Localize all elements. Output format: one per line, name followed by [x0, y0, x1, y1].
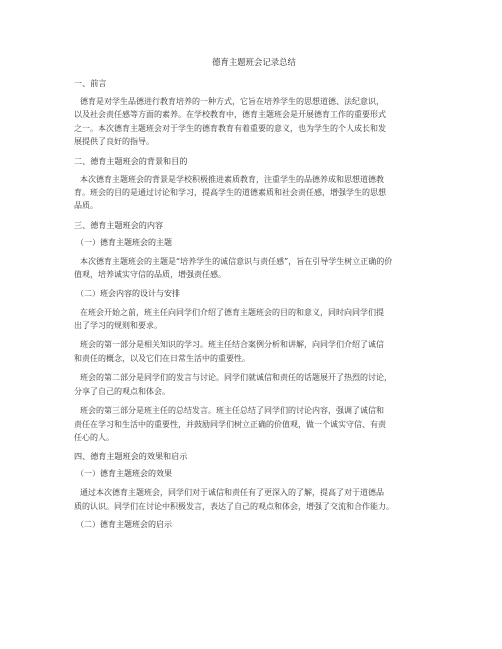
paragraph-line: 任心的人。 — [74, 432, 114, 442]
paragraph-line: 班会的第一部分是相关知识的学习。班主任结合案例分析和讲解，向同学们介绍了诚信 — [80, 340, 384, 350]
paragraph — [74, 306, 434, 333]
paragraph-line: 育。班会的目的是通过讨论和学习，提高学生的道德素质和社会责任感，增强学生的思想 — [74, 188, 386, 198]
paragraph-line: 德育是对学生品德进行教育培养的一种方式，它旨在培养学生的思想道德、法纪意识， — [80, 97, 384, 106]
paragraph — [74, 95, 434, 149]
paragraph-line: 和责任的概念，以及它们在日常生活中的重要性。 — [74, 353, 250, 363]
subsection-heading: （一）德育主题班会的效果 — [76, 469, 172, 479]
paragraph — [74, 173, 434, 213]
subsection-heading: （二）德育主题班会的启示 — [76, 520, 172, 530]
paragraph-line: 本次德育主题班会的背景是学校积极推进素质教育，注重学生的品德养成和思想道德教 — [80, 174, 384, 184]
section-heading: 一、前言 — [74, 78, 107, 88]
paragraph-line: 出了学习的规则和要求。 — [74, 321, 162, 331]
document-title: 德育主题班会记录总结 — [212, 57, 296, 67]
paragraph — [74, 486, 434, 513]
paragraph — [74, 371, 434, 398]
paragraph-line: 本次德育主题班会的主题是“培养学生的诚信意识与责任感”，旨在引导学生树立正确的价 — [80, 256, 393, 266]
paragraph-line: 在班会开始之前，班主任向同学们介绍了德育主题班会的目的和意义，同时向同学们提 — [80, 307, 384, 317]
paragraph-line: 以及社会责任感等方面的素养。在学校教育中，德育主题班会是开展德育工作的重要形式 — [74, 110, 386, 120]
paragraph-line: 通过本次德育主题班会，同学们对于诚信和责任有了更深入的了解，提高了对于道德品 — [80, 488, 384, 498]
paragraph-line: 展提供了良好的指导。 — [74, 137, 154, 147]
paragraph-line: 班会的第二部分是同学们的发言与讨论。同学们就诚信和责任的话题展开了热烈的讨论， — [80, 373, 392, 383]
paragraph-line: 分享了自己的观点和体会。 — [74, 386, 170, 396]
paragraph-line: 值观，培养诚实守信的品质，增强责任感。 — [74, 270, 226, 280]
paragraph — [74, 338, 434, 365]
paragraph-line: 之一。本次德育主题班会对于学生的德育教育有着重要的意义，也为学生的个人成长和发 — [74, 123, 386, 133]
paragraph-line: 品质。 — [74, 201, 98, 211]
section-heading: 三、德育主题班会的内容 — [74, 219, 164, 230]
paragraph-line: 班会的第三部分是班主任的总结发言。班主任总结了同学们的讨论内容，强调了诚信和 — [80, 406, 384, 416]
paragraph-line: 质的认识。同学们在讨论中积极发言，表达了自己的观点和体会，增强了交流和合作能力。 — [74, 501, 394, 511]
subsection-heading: （一）德育主题班会的主题 — [76, 237, 172, 247]
section-heading: 四、德育主题班会的效果和启示 — [74, 451, 188, 462]
paragraph — [74, 255, 434, 282]
subsection-heading: （二）班会内容的设计与安排 — [76, 288, 180, 298]
section-heading: 二、德育主题班会的背景和目的 — [74, 155, 188, 166]
document-body — [74, 77, 434, 531]
paragraph-line: 责任在学习和生活中的重要性，并鼓励同学们树立正确的价值观，做一个诚实守信、有责 — [74, 419, 386, 429]
paragraph — [74, 404, 434, 444]
